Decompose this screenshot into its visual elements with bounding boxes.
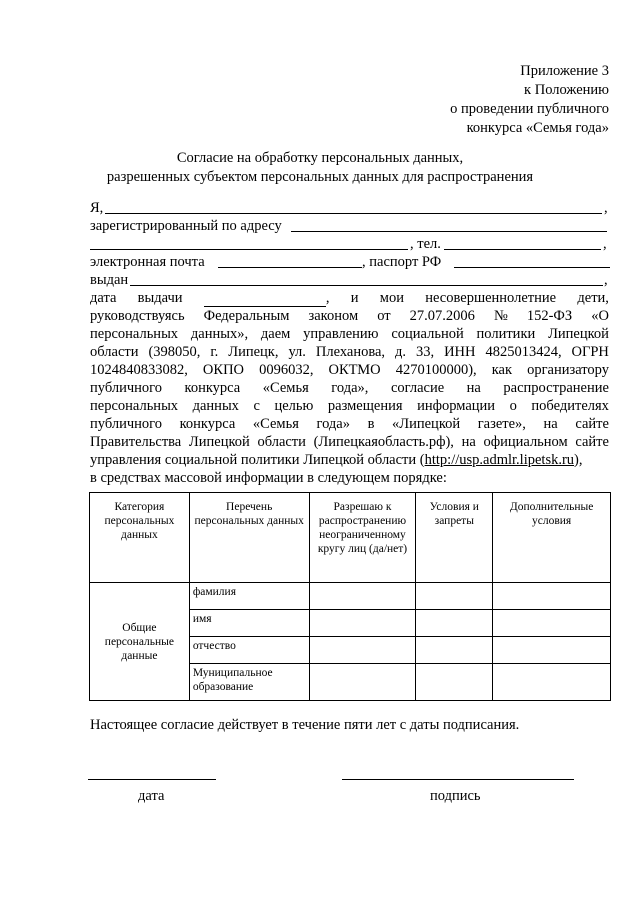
- word: распространение: [503, 380, 609, 396]
- word: с: [253, 398, 260, 414]
- conditions-cell[interactable]: [416, 610, 493, 637]
- email-passport-line: [90, 253, 609, 271]
- item-cell: отчество: [189, 637, 309, 664]
- paragraph-line: [90, 289, 609, 307]
- word: 27.07.2006: [409, 308, 475, 324]
- word: на: [466, 380, 481, 396]
- word: на: [543, 416, 558, 432]
- word: ОКПО: [202, 362, 245, 378]
- title-line: разрешенных субъектом персональных данных для распространения: [106, 169, 534, 185]
- paragraph-line: [90, 397, 609, 415]
- passport-field[interactable]: [454, 253, 610, 268]
- additional-cell[interactable]: [493, 583, 611, 610]
- paragraph-line: [90, 415, 609, 433]
- paragraph-text: управления социальной политики Липецкой области (: [90, 452, 425, 468]
- comma: ,: [603, 236, 607, 252]
- passport-label: , паспорт РФ: [362, 254, 442, 270]
- signature-label: подпись: [430, 788, 481, 804]
- phone-field[interactable]: [444, 235, 601, 250]
- word: согласие: [390, 380, 445, 396]
- word: мои: [379, 290, 404, 306]
- permission-cell[interactable]: [309, 637, 416, 664]
- word: ,: [325, 290, 330, 306]
- word: области: [257, 434, 306, 450]
- appendix-line: конкурса «Семья года»: [466, 120, 609, 136]
- word: и: [350, 290, 359, 306]
- word: дети,: [577, 290, 609, 306]
- word: публичного: [90, 380, 162, 396]
- word: размещения: [327, 398, 403, 414]
- email-label: электронная почта: [90, 254, 205, 270]
- word: на: [461, 434, 476, 450]
- word: года»: [316, 416, 350, 432]
- issued-label: выдан: [90, 272, 129, 288]
- word: «Семья: [262, 380, 309, 396]
- header-category: Категория персональных данных: [90, 493, 190, 583]
- category-cell: Общие персональные данные: [90, 583, 190, 701]
- word: персональных: [90, 398, 179, 414]
- paragraph-line: [90, 343, 609, 361]
- conditions-cell[interactable]: [416, 637, 493, 664]
- word: №: [493, 308, 508, 324]
- comma: ,: [604, 272, 608, 288]
- word: ОГРН: [571, 344, 609, 360]
- issue-date-group: [204, 289, 330, 307]
- word: даем: [260, 326, 291, 342]
- name-line: [90, 199, 609, 217]
- word: в: [367, 416, 375, 432]
- word: (Липецкаяобласть.рф),: [313, 434, 454, 450]
- address-line: [90, 217, 609, 235]
- document-title: [0, 149, 640, 187]
- word: как: [491, 362, 513, 378]
- word: политики: [476, 326, 536, 342]
- address-field[interactable]: [291, 217, 607, 232]
- word: 1024840833082,: [90, 362, 188, 378]
- word: (398050,: [148, 344, 201, 360]
- appendix-line: к Положению: [524, 82, 609, 98]
- word: сайте: [575, 416, 609, 432]
- word: «Липецкой: [392, 416, 461, 432]
- word: конкурса: [179, 416, 236, 432]
- word: победителях: [531, 398, 609, 414]
- word: ОКТМО: [328, 362, 381, 378]
- paragraph-line: [90, 307, 609, 325]
- word: области: [90, 344, 139, 360]
- header-permission: Разрешаю к распространению неограниченному кругу лиц (да/нет): [309, 493, 416, 583]
- word: Липецкой: [188, 434, 250, 450]
- word: организатору: [527, 362, 609, 378]
- word: целью: [274, 398, 314, 414]
- word: газете»,: [477, 416, 526, 432]
- paragraph-line: [90, 379, 609, 397]
- phone-label: , тел.: [410, 236, 441, 252]
- permission-cell[interactable]: [309, 664, 416, 701]
- permission-cell[interactable]: [309, 583, 416, 610]
- word: ИНН: [444, 344, 476, 360]
- word: конкурса: [184, 380, 241, 396]
- consent-paragraph: [90, 289, 609, 487]
- word: 33,: [415, 344, 435, 360]
- word: ул.: [288, 344, 306, 360]
- word: Плеханова,: [315, 344, 386, 360]
- paragraph-line: [90, 451, 609, 469]
- additional-cell[interactable]: [493, 637, 611, 664]
- phone-line: [90, 235, 609, 253]
- usp-website-link[interactable]: http://usp.admlr.lipetsk.ru: [424, 452, 575, 468]
- word: Липецкой: [548, 326, 609, 342]
- appendix-header: [450, 62, 609, 138]
- word: законом: [308, 308, 359, 324]
- word: года»,: [331, 380, 369, 396]
- word: Липецк,: [228, 344, 279, 360]
- word: социальной: [391, 326, 464, 342]
- item-cell: фамилия: [189, 583, 309, 610]
- word: «О: [591, 308, 609, 324]
- permission-cell[interactable]: [309, 610, 416, 637]
- word: персональных: [90, 326, 179, 342]
- paragraph-line: [90, 361, 609, 379]
- additional-cell[interactable]: [493, 664, 611, 701]
- full-name-field[interactable]: [105, 199, 602, 214]
- word: 152-ФЗ: [526, 308, 573, 324]
- header-additional: Дополнительные условия: [493, 493, 611, 583]
- appendix-line: Приложение 3: [520, 63, 609, 79]
- issued-line: [90, 271, 609, 289]
- word: «Семья: [252, 416, 299, 432]
- email-field[interactable]: [218, 253, 362, 268]
- word: несовершеннолетние: [425, 290, 557, 306]
- word: 4270100000),: [395, 362, 477, 378]
- word: данных»,: [190, 326, 249, 342]
- conditions-cell[interactable]: [416, 583, 493, 610]
- conditions-cell[interactable]: [416, 664, 493, 701]
- word: Федеральным: [203, 308, 290, 324]
- comma: ,: [604, 200, 608, 216]
- title-line: Согласие на обработку персональных данных,: [176, 150, 464, 166]
- word: д.: [395, 344, 407, 360]
- address-label: зарегистрированный по адресу: [90, 218, 282, 234]
- word: сайте: [575, 434, 609, 450]
- date-label: дата: [138, 788, 165, 804]
- appendix-line: о проведении публичного: [450, 101, 609, 117]
- word: 0096032,: [259, 362, 314, 378]
- date-signature-line[interactable]: [88, 778, 216, 780]
- issue-date-field[interactable]: [204, 293, 326, 307]
- additional-cell[interactable]: [493, 610, 611, 637]
- validity-statement: Настоящее согласие действует в течение пяти лет с даты подписания.: [90, 717, 520, 733]
- word: г.: [210, 344, 219, 360]
- consent-table: [89, 492, 611, 701]
- word: данных: [192, 398, 239, 414]
- paragraph-line: [90, 325, 609, 343]
- word: от: [377, 308, 391, 324]
- word: информации: [417, 398, 496, 414]
- word: официальном: [483, 434, 568, 450]
- word: 4825013424,: [485, 344, 562, 360]
- word: управлению: [303, 326, 379, 342]
- word: публичного: [90, 416, 162, 432]
- name-label: Я,: [90, 200, 104, 216]
- item-cell: имя: [189, 610, 309, 637]
- issued-by-field[interactable]: [130, 271, 603, 286]
- item-cell: Муниципальное образование: [189, 664, 309, 701]
- signature-line[interactable]: [342, 778, 574, 780]
- paragraph-text: ),: [574, 452, 583, 468]
- header-conditions: Условия и запреты: [416, 493, 493, 583]
- word: о: [509, 398, 517, 414]
- paragraph-text: в средствах массовой информации в следующем порядке:: [90, 470, 447, 486]
- paragraph-line: [90, 433, 609, 451]
- word: Правительства: [90, 434, 182, 450]
- table-row: [90, 583, 611, 610]
- address-continued-field[interactable]: [90, 235, 408, 250]
- header-data-list: Перечень персональных данных: [189, 493, 309, 583]
- table-header-row: [90, 493, 611, 583]
- word: руководствуясь: [90, 308, 185, 324]
- word: дата: [90, 290, 117, 306]
- word: выдачи: [137, 290, 183, 306]
- paragraph-line: [90, 469, 609, 487]
